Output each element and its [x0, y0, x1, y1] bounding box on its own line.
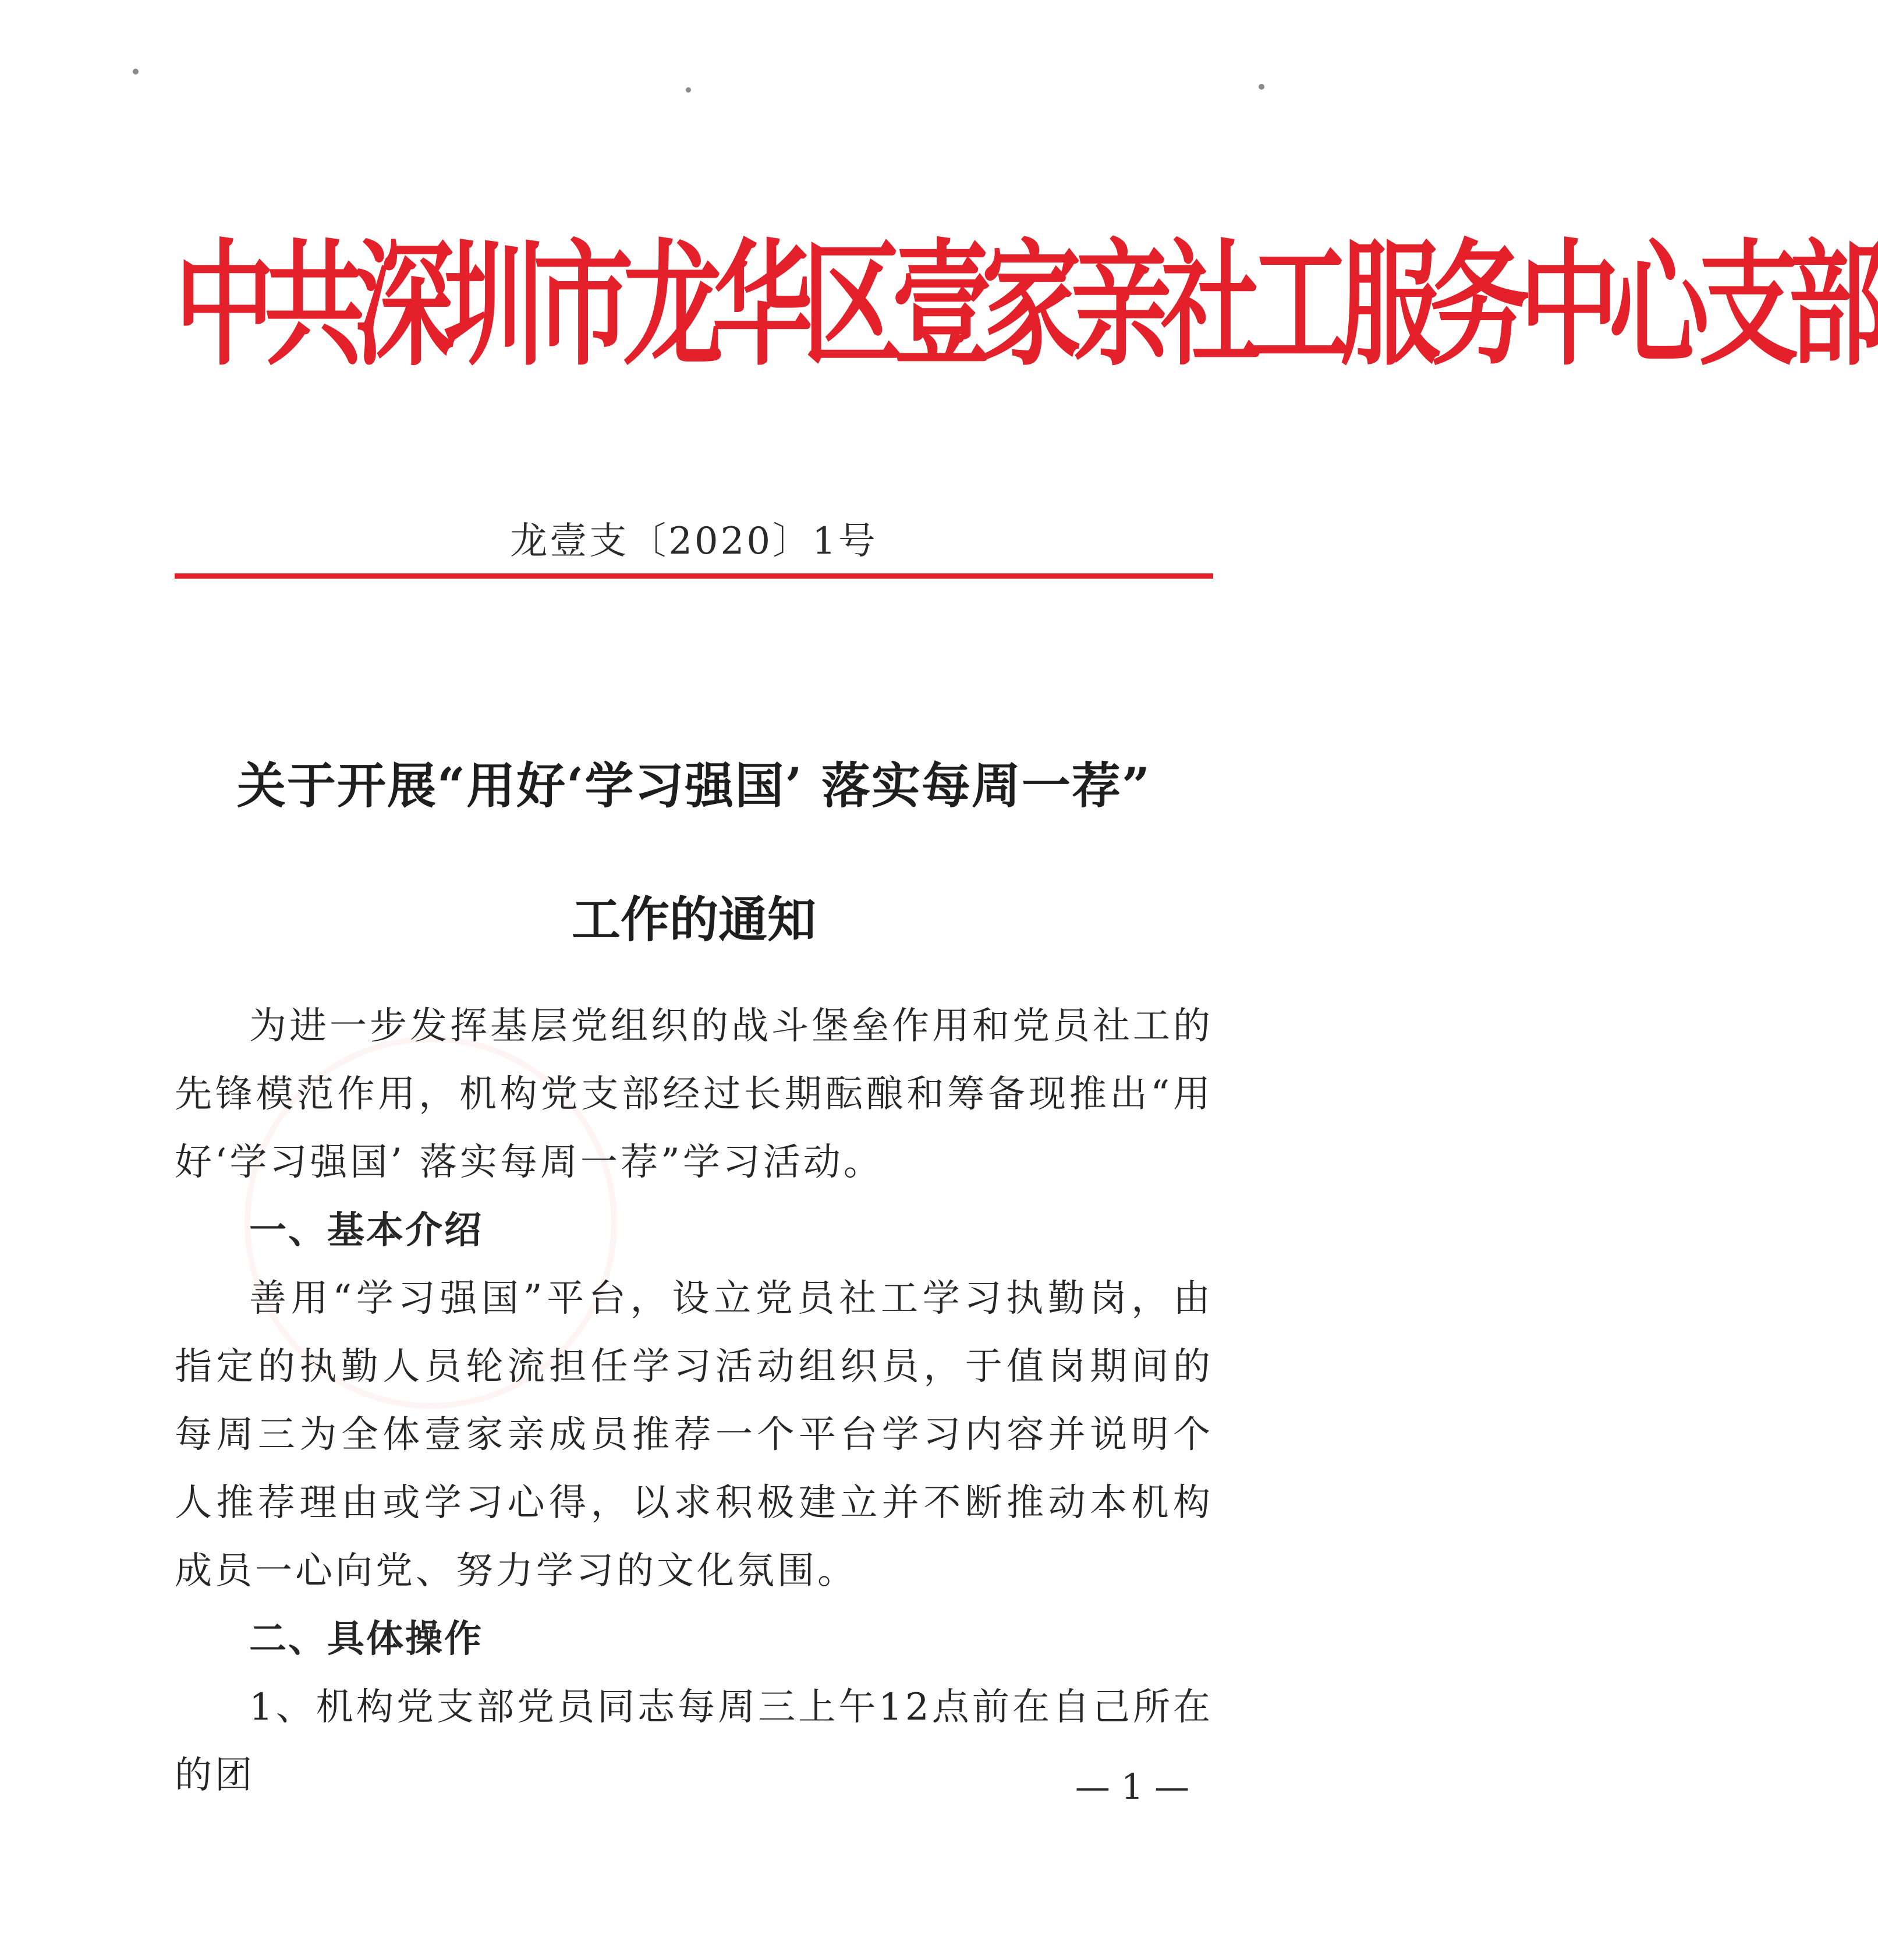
item1-paragraph: 1、机构党支部党员同志每周三上午12点前在自己所在的团 [175, 1686, 1213, 1797]
scan-speck [1259, 84, 1264, 90]
org-header-title: 中共深圳市龙华区壹家亲社工服务中心支部 [175, 226, 1878, 384]
scan-speck [686, 87, 691, 93]
scan-speck [133, 69, 139, 75]
intro-paragraph: 为进一步发挥基层党组织的战斗堡垒作用和党员社工的先锋模范作用，机构党支部经过长期酝酿和筹备现推出“用好‘学习强国’ 落实每周一荐”学习活动。 [175, 1005, 1213, 1184]
page-number: — 1 — [1075, 1767, 1190, 1807]
section-heading-operations: 二、具体操作 [249, 1618, 483, 1661]
section-heading-basic-intro: 一、基本介绍 [249, 1209, 483, 1252]
section1-paragraph: 善用“学习强国”平台，设立党员社工学习执勤岗，由指定的执勤人员轮流担任学习活动组织员，于值岗期间的每周三为全体壹家亲成员推荐一个平台学习内容并说明个人推荐理由或学习心得，以求积极建立并不断推动本机构成员一心向党、努力学习的文化氛围。 [175, 1277, 1213, 1593]
notice-title-line1: 关于开展“用好‘学习强国’ 落实每周一荐” [236, 757, 1151, 814]
document-number: 龙壹支〔2020〕1号 [510, 520, 878, 563]
document-body [175, 993, 1213, 1810]
notice-title-line2: 工作的通知 [571, 891, 816, 948]
red-divider-line [175, 573, 1213, 579]
